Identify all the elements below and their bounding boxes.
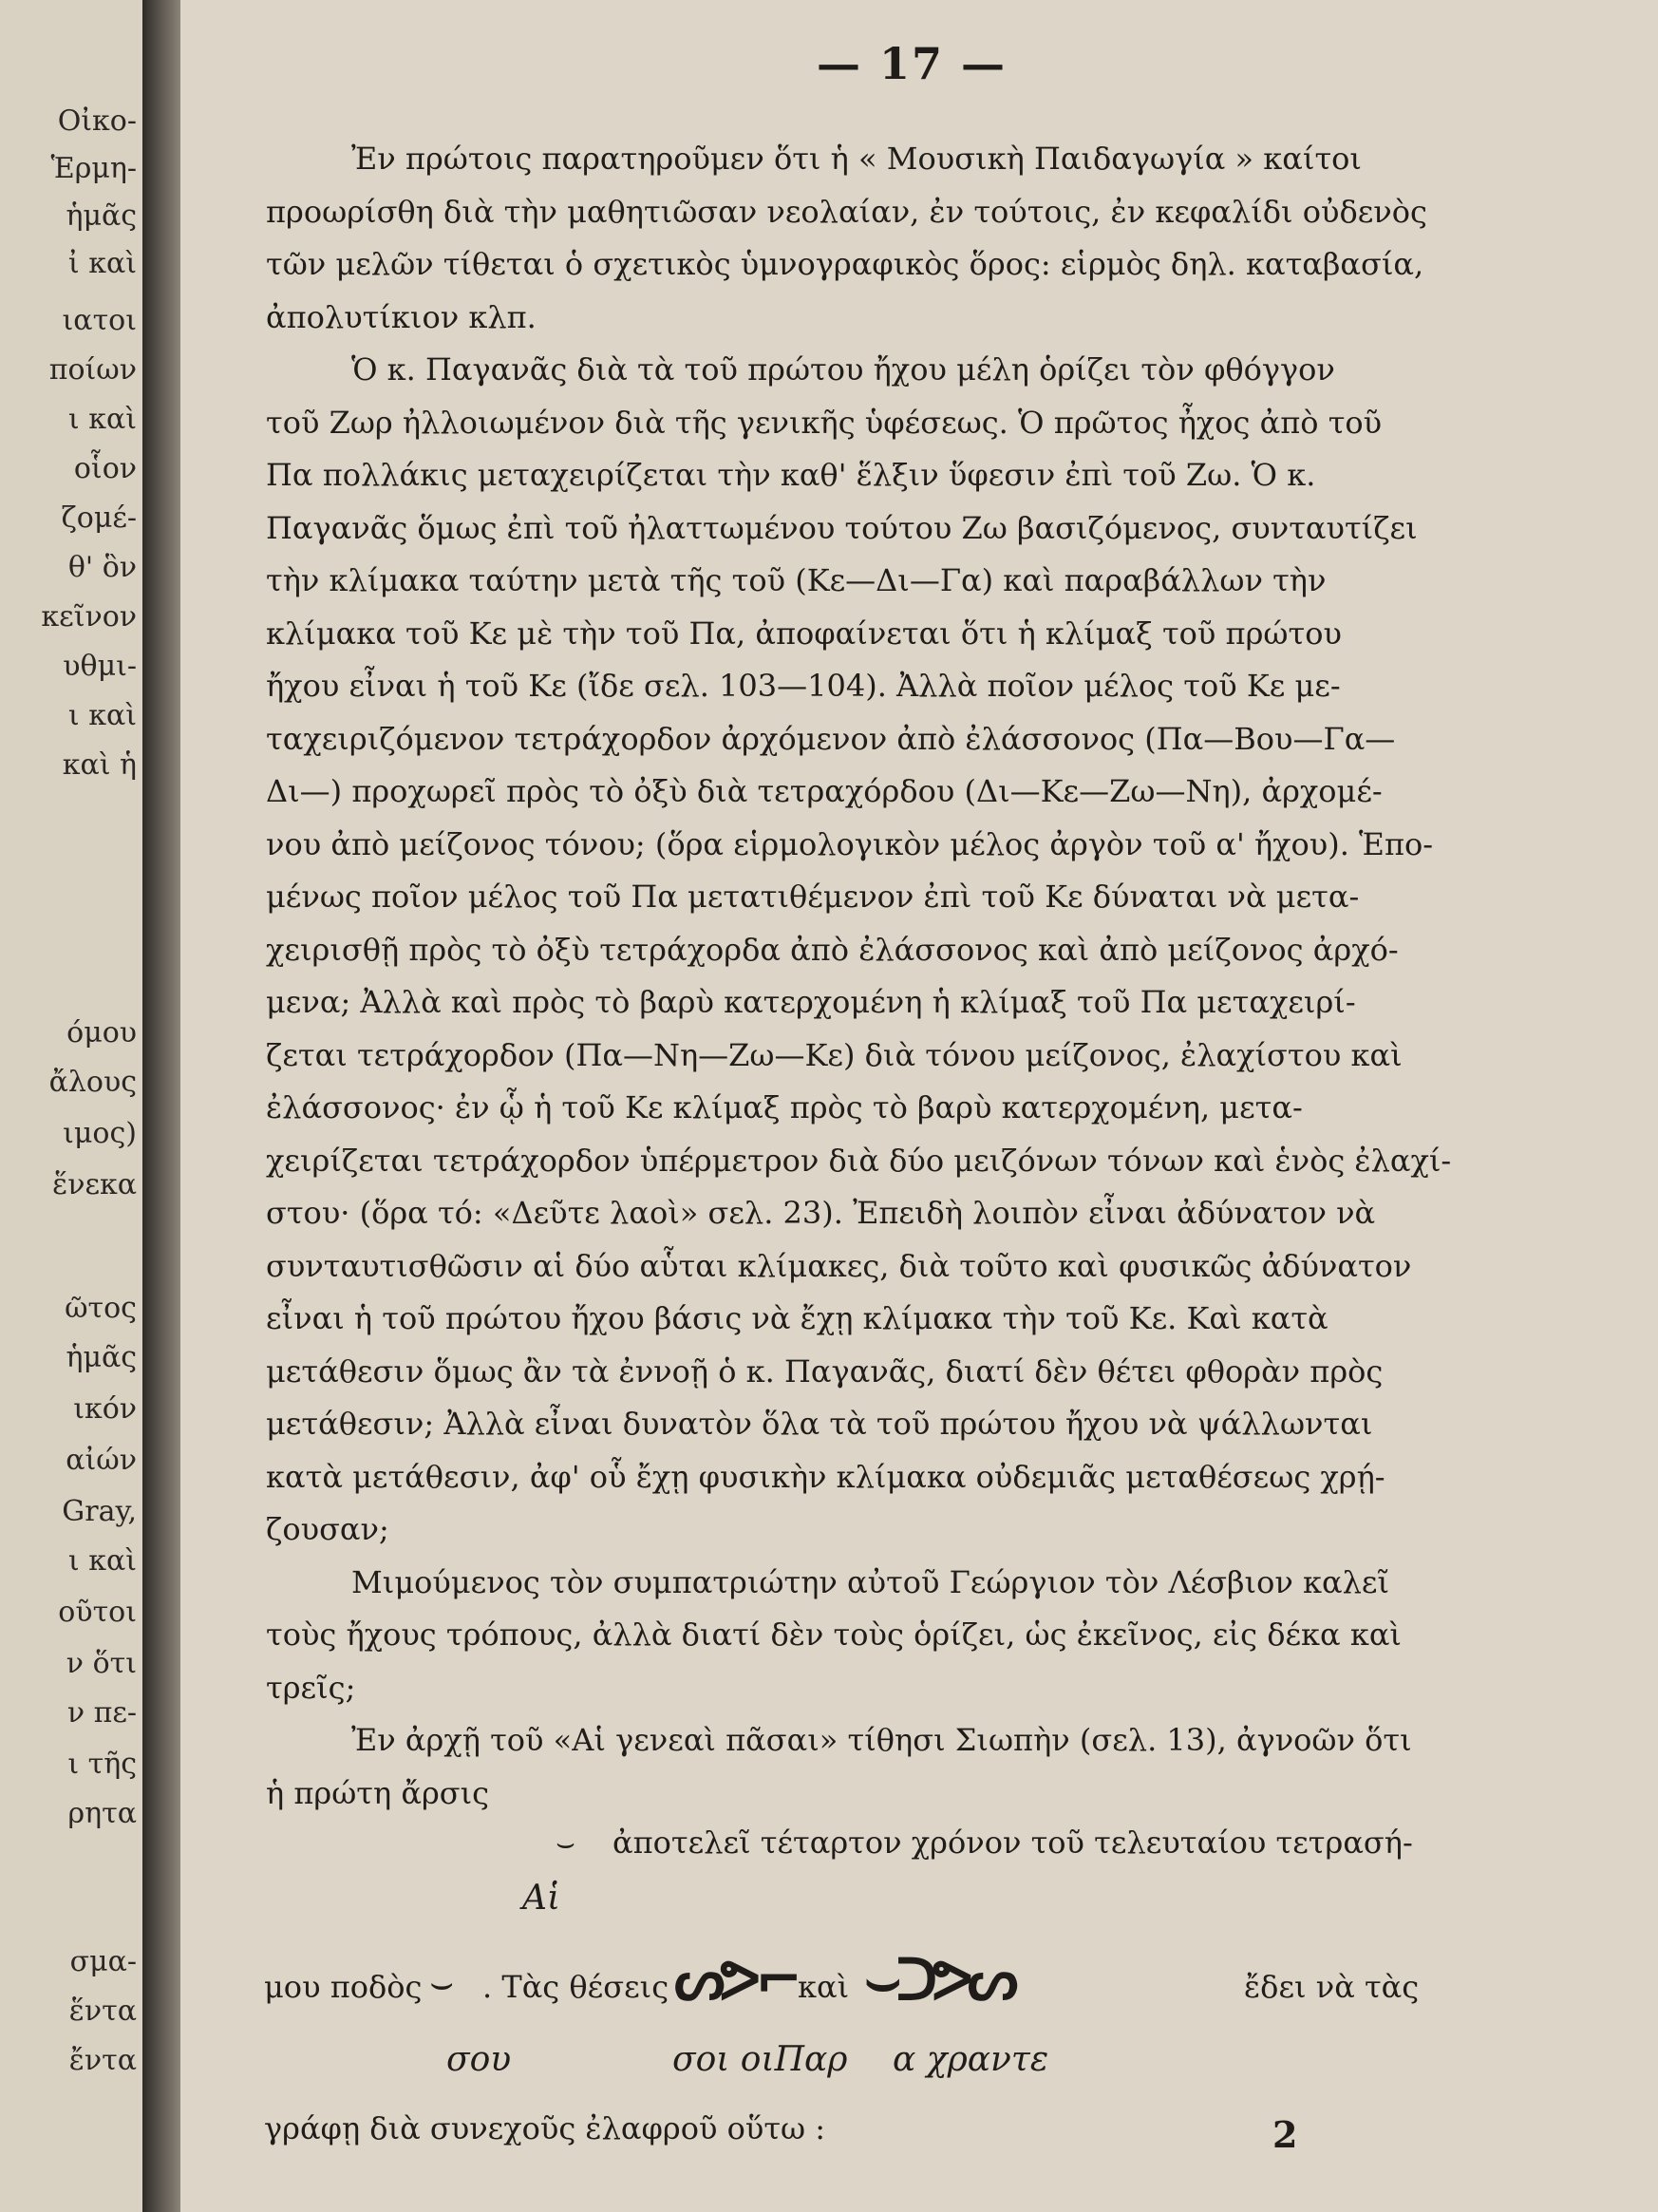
last-line: γράφῃ διὰ συνεχοῦς ἐλαφροῦ οὕτω : <box>264 2110 826 2146</box>
text-line: προωρίσθη διὰ τὴν μαθητιῶσαν νεολαίαν, ἐν τούτοις, ἐν κεφαλίδι οὐδενὸς <box>266 193 1427 230</box>
text-line: χειρίζεται τετράχορδον ὑπέρμετρον διὰ δύο μειζόνων τόνων καὶ ἑνὸς ἐλαχί- <box>266 1142 1452 1179</box>
text-line: μετάθεσιν; Ἀλλὰ εἶναι δυνατὸν ὅλα τὰ τοῦ πρώτου ἤχου νὰ ψάλλωνται <box>266 1406 1373 1442</box>
text-line: κλίμακα τοῦ Κε μὲ τὴν τοῦ Πα, ἀποφαίνεται ὅτι ἡ κλίμαξ τοῦ πρώτου <box>266 614 1342 652</box>
text-line: Ἐν πρώτοις παρατηροῦμεν ὅτι ἡ « Μουσικὴ Παιδαγωγία » καίτοι <box>351 141 1362 177</box>
left-page-fragment: ῶτος <box>65 1292 137 1325</box>
left-page-fragment: υθμι- <box>63 650 137 683</box>
left-page-fragment: ιατοι <box>62 304 137 337</box>
music-example-2-middle: . Τὰς θέσεις <box>482 1969 669 2005</box>
music-example-2-suffix: ἔδει νὰ τὰς <box>1244 1969 1420 2005</box>
left-page-fragment: ποίων <box>48 353 137 387</box>
left-page-fragment: ἡμᾶς <box>66 1341 137 1374</box>
left-page-fragment: ι καὶ <box>67 403 137 436</box>
left-page-fragment: καὶ ἡ <box>62 748 137 782</box>
text-line: νου ἀπὸ μείζονος τόνου; (ὅρα εἱρμολογικὸν μέλος ἀργὸν τοῦ α' ἤχου). Ἑπο- <box>266 825 1434 862</box>
music-example-2-syllable-3: α χραντε <box>893 2040 1049 2079</box>
text-line: ἐλάσσονος· ἐν ᾧ ἡ τοῦ Κε κλίμαξ πρὸς τὸ βαρὺ κατερχομένη, μετα- <box>266 1089 1303 1125</box>
text-line: Πα πολλάκις μεταχειρίζεται τὴν καθ' ἕλξιν ὕφεσιν ἐπὶ τοῦ Ζω. Ὁ κ. <box>266 457 1316 493</box>
left-page-fragment: οἷον <box>73 452 137 485</box>
text-line: Παγανᾶς ὅμως ἐπὶ τοῦ ἠλαττωμένου τούτου Ζω βασιζόμενος, συνταυτίζει <box>266 509 1418 546</box>
text-line: στου· (ὅρα τό: «Δεῦτε λαοὶ» σελ. 23). Ἐπειδὴ λοιπὸν εἶναι ἀδύνατον νὰ <box>266 1195 1376 1231</box>
paragraph-2 <box>266 344 1462 1557</box>
body-text <box>266 133 1462 1820</box>
left-page-fragment: θ' ὃν <box>67 551 137 584</box>
text-line: μενα; Ἀλλὰ καὶ πρὸς τὸ βαρὺ κατερχομένη ἡ κλίμαξ τοῦ Πα μεταχειρί- <box>266 984 1356 1020</box>
text-line: τρεῖς; <box>266 1669 356 1706</box>
text-line: ζουσαν; <box>266 1511 389 1547</box>
left-page-fragment: ἡμᾶς <box>66 199 137 233</box>
paragraph-4 <box>266 1714 1462 1820</box>
paragraph-3 <box>266 1557 1462 1715</box>
text-line: ἡ πρώτη ἄρσις <box>266 1774 490 1811</box>
left-page-fragment: ἔντα <box>68 2044 137 2077</box>
music-example-2-syllable-1: σου <box>446 2040 512 2079</box>
left-page-fragment: ι καὶ <box>67 1544 137 1578</box>
text-line: Ἐν ἀρχῇ τοῦ «Αἱ γενεαὶ πᾶσαι» τίθησι Σιωπὴν (σελ. 13), ἀγνοῶν ὅτι <box>351 1722 1412 1758</box>
music-example-2-and: καὶ <box>798 1969 850 2005</box>
text-line: Δι—) προχωρεῖ πρὸς τὸ ὀξὺ διὰ τετραχόρδου (Δι—Κε—Ζω—Νη), ἀρχομέ- <box>266 773 1383 809</box>
left-page-fragment: ἰ καὶ <box>67 247 137 280</box>
left-page-fragment: ν πε- <box>66 1696 137 1730</box>
text-line: ἤχου εἶναι ἡ τοῦ Κε (ἴδε σελ. 103—104). Ἀλλὰ ποῖον μέλος τοῦ Κε με- <box>266 668 1341 704</box>
left-page-fragment: ρητα <box>67 1797 137 1830</box>
text-line: τοῦ Ζωρ ἠλλοιωμένον διὰ τῆς γενικῆς ὑφέσεως. Ὁ πρῶτος ἦχος ἀπὸ τοῦ <box>266 404 1383 441</box>
text-line: τὴν κλίμακα ταύτην μετὰ τῆς τοῦ (Κε—Δι—Γα) καὶ παραβάλλων τὴν <box>266 562 1327 598</box>
text-line: μετάθεσιν ὅμως ἂν τὰ ἐννοῇ ὁ κ. Παγανᾶς, διατί δὲν θέτει φθορὰν πρὸς <box>266 1352 1384 1390</box>
text-line: μένως ποῖον μέλος τοῦ Πα μετατιθέμενον ἐπὶ τοῦ Κε δύναται νὰ μετα- <box>266 879 1360 915</box>
left-page-fragment: ζομέ- <box>61 501 137 535</box>
left-page-fragment: ι τῆς <box>67 1748 137 1781</box>
book-gutter <box>142 0 180 2212</box>
left-page-fragment: ικόν <box>73 1392 137 1426</box>
left-facing-page <box>0 0 142 2212</box>
left-page-fragment: ι καὶ <box>67 699 137 732</box>
text-line: ἀπολυτίκιον κλπ. <box>266 298 537 335</box>
left-page-fragment: ἕνεκα <box>52 1168 137 1201</box>
signature-mark: 2 <box>1272 2113 1298 2156</box>
left-page-fragment: ἄλους <box>48 1066 137 1099</box>
text-line: εἶναι ἡ τοῦ πρώτου ἤχου βάσις νὰ ἔχῃ κλίμακα τὴν τοῦ Κε. Καὶ κατὰ <box>266 1300 1328 1336</box>
left-page-fragment: οῦτοι <box>58 1596 137 1629</box>
page-number: — 17 — <box>816 38 1008 89</box>
left-page-fragment: ἕντα <box>68 1995 137 2028</box>
left-page-fragment: όμου <box>66 1016 137 1049</box>
left-page-fragment: αἰών <box>66 1444 137 1477</box>
music-example-2-prefix: μου ποδὸς <box>264 1969 423 2005</box>
left-page-fragment: ν ὅτι <box>66 1647 137 1680</box>
left-page-fragment: Gray, <box>62 1495 137 1528</box>
text-line: ζεται τετράχορδον (Πα—Νη—Ζω—Κε) διὰ τόνου μείζονος, ἐλαχίστου καὶ <box>266 1036 1403 1073</box>
text-line: τῶν μελῶν τίθεται ὁ σχετικὸς ὑμνογραφικὸς ὅρος: εἱρμὸς δηλ. καταβασία, <box>266 246 1424 282</box>
left-page-fragment: Οἰκο- <box>57 104 137 138</box>
left-page-fragment: ιμος) <box>63 1117 137 1150</box>
left-page-fragment: σμα- <box>69 1945 137 1978</box>
paragraph-1 <box>266 133 1462 344</box>
text-line: χειρισθῇ πρὸς τὸ ὀξὺ τετράχορδα ἀπὸ ἐλάσσονος καὶ ἀπὸ μείζονος ἀρχό- <box>266 931 1399 968</box>
music-example-1-text: ἀποτελεῖ τέταρτον χρόνον τοῦ τελευταίου τετρασή- <box>612 1824 1413 1861</box>
music-example-2-neume-1: ⌣ <box>429 1961 455 2005</box>
text-line: ταχειριζόμενον τετράχορδον ἀρχόμενον ἀπὸ ἐλάσσονος (Πα—Βου—Γα— <box>266 720 1396 757</box>
music-example-2-syllable-2: σοι οιΠαρ <box>672 2040 848 2079</box>
music-example-2-neume-2: ᔕᕗ⌐ <box>674 1947 798 2013</box>
text-line: συνταυτισθῶσιν αἱ δύο αὗται κλίμακες, διὰ τοῦτο καὶ φυσικῶς ἀδύνατον <box>266 1247 1412 1284</box>
music-example-1-syllable: Αἱ <box>522 1879 561 1918</box>
text-line: Μιμούμενος τὸν συμπατριώτην αὐτοῦ Γεώργιον τὸν Λέσβιον καλεῖ <box>351 1563 1389 1600</box>
left-page-fragment: Ἑρμη- <box>50 152 137 185</box>
text-line: κατὰ μετάθεσιν, ἀφ' οὗ ἔχῃ φυσικὴν κλίμακα οὐδεμιᾶς μεταθέσεως χρῄ- <box>266 1458 1385 1495</box>
music-example-1-neume: ⌣ <box>556 1824 576 1861</box>
text-line: Ὁ κ. Παγανᾶς διὰ τὰ τοῦ πρώτου ἤχου μέλη ὁρίζει τὸν φθόγγον <box>351 351 1335 388</box>
text-line: τοὺς ἤχους τρόπους, ἀλλὰ διατί δὲν τοὺς ὁρίζει, ὡς ἐκεῖνος, εἰς δέκα καὶ <box>266 1616 1402 1653</box>
book-page <box>180 0 1658 2212</box>
left-page-fragment: κεῖνον <box>41 600 137 633</box>
music-example-2-neume-3: ⌣ᑐᕗᔕ <box>864 1947 1013 2013</box>
